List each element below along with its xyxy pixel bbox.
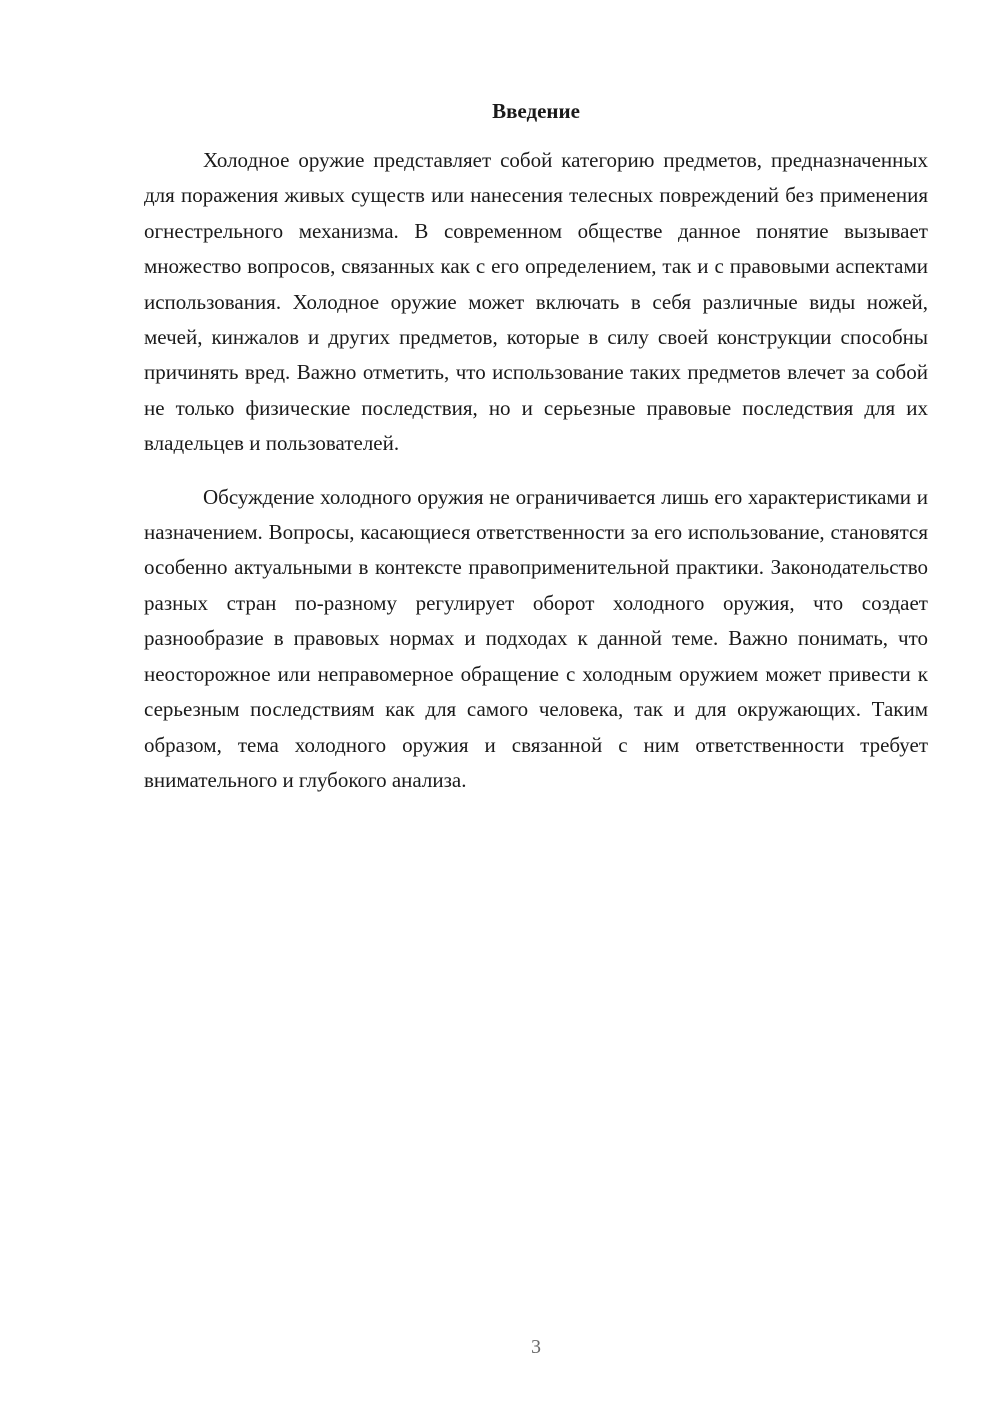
section-heading: Введение (492, 99, 580, 123)
page-number: 3 (531, 1336, 541, 1358)
paragraph-2: Обсуждение холодного оружия не ограничивается лишь его характеристиками и назначением. Вопросы, касающиеся ответственности за его использование, становятся особенно актуальными в контексте правоприменительной практики. Законодательство разных стран по-разному регулирует оборот холодного оружия, что создает разнообразие в правовых нормах и подходах к данной теме. Важно понимать, что неосторожное или неправомерное обращение с холодным оружием может привести к серьезным последствиям как для самого человека, так и для окружающих. Таким образом, тема холодного оружия и связанной с ним ответственности требует внимательного и глубокого анализа. (144, 484, 928, 792)
paragraph-1: Холодное оружие представляет собой категорию предметов, предназначенных для поражения живых существ или нанесения телесных повреждений без применения огнестрельного механизма. В современном обществе данное понятие вызывает множество вопросов, связанных как с его определением, так и с правовыми аспектами использования. Холодное оружие может включать в себя различные виды ножей, мечей, кинжалов и других предметов, которые в силу своей конструкции способны причинять вред. Важно отметить, что использование таких предметов влечет за собой не только физические последствия, но и серьезные правовые последствия для их владельцев и пользователей. (144, 148, 928, 456)
body-text (144, 143, 928, 798)
